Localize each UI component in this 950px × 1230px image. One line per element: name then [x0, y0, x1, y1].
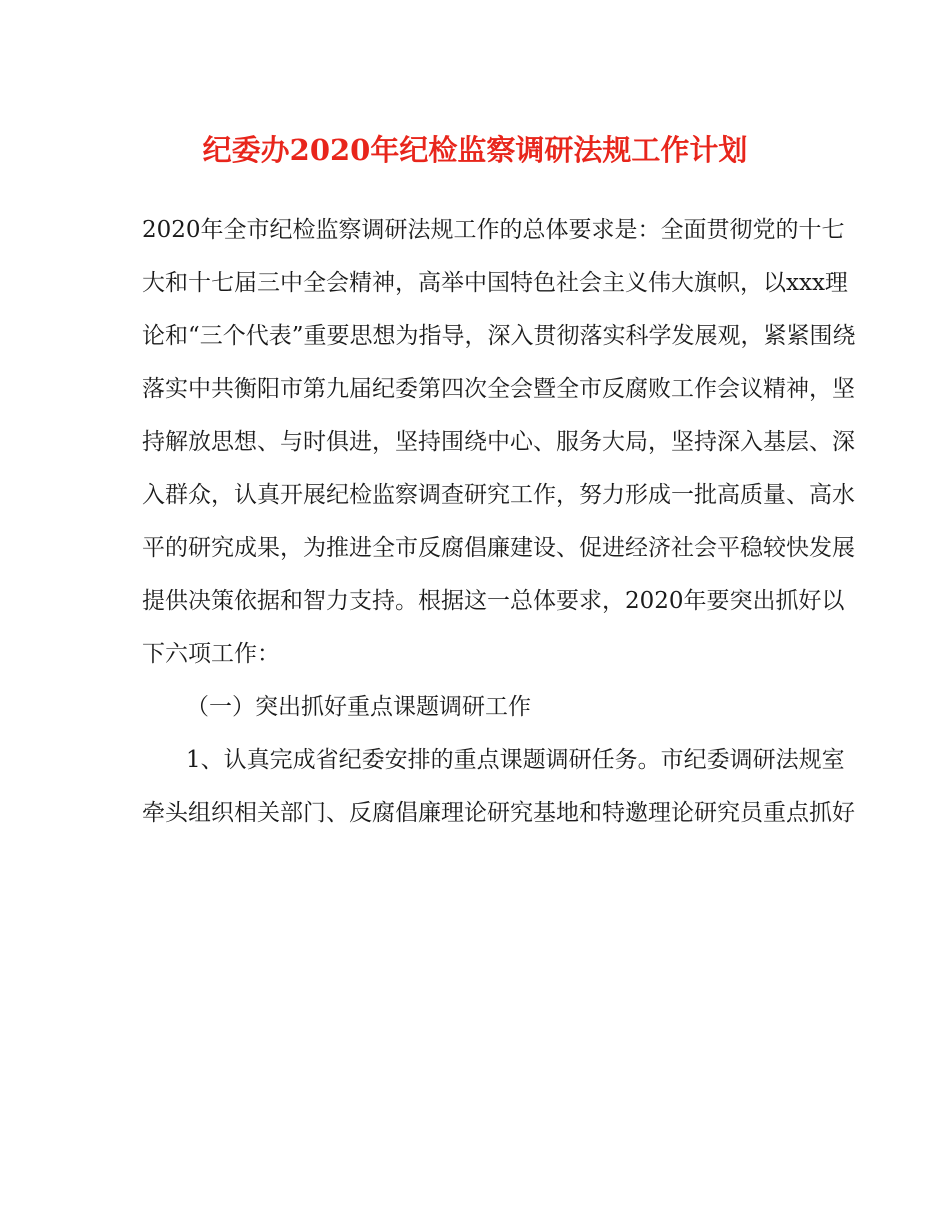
- body-line-1: 2020年全市纪检监察调研法规工作的总体要求是：全面贯彻党的十七: [142, 217, 845, 243]
- body-line-3: 论和“三个代表”重要思想为指导，深入贯彻落实科学发展观，紧紧围绕: [142, 323, 856, 349]
- body-line-9: 下六项工作：: [142, 641, 280, 667]
- section-heading: （一）突出抓好重点课题调研工作: [186, 694, 531, 720]
- item-line-2: 牵头组织相关部门、反腐倡廉理论研究基地和特邀理论研究员重点抓好: [142, 800, 855, 826]
- body-line-7: 平的研究成果，为推进全市反腐倡廉建设、促进经济社会平稳较快发展: [142, 535, 855, 561]
- item-line-1: 1、认真完成省纪委安排的重点课题调研任务。市纪委调研法规室: [186, 747, 845, 773]
- body-line-5: 持解放思想、与时俱进，坚持围绕中心、服务大局，坚持深入基层、深: [142, 429, 855, 455]
- body-line-4: 落实中共衡阳市第九届纪委第四次全会暨全市反腐败工作会议精神，坚: [142, 376, 855, 402]
- body-line-8: 提供决策依据和智力支持。根据这一总体要求，2020年要突出抓好以: [142, 588, 845, 614]
- document-title: 纪委办2020年纪检监察调研法规工作计划: [202, 133, 748, 167]
- body-line-2: 大和十七届三中全会精神，高举中国特色社会主义伟大旗帜，以xxx理: [142, 270, 848, 296]
- body-line-6: 入群众，认真开展纪检监察调查研究工作，努力形成一批高质量、高水: [142, 482, 855, 508]
